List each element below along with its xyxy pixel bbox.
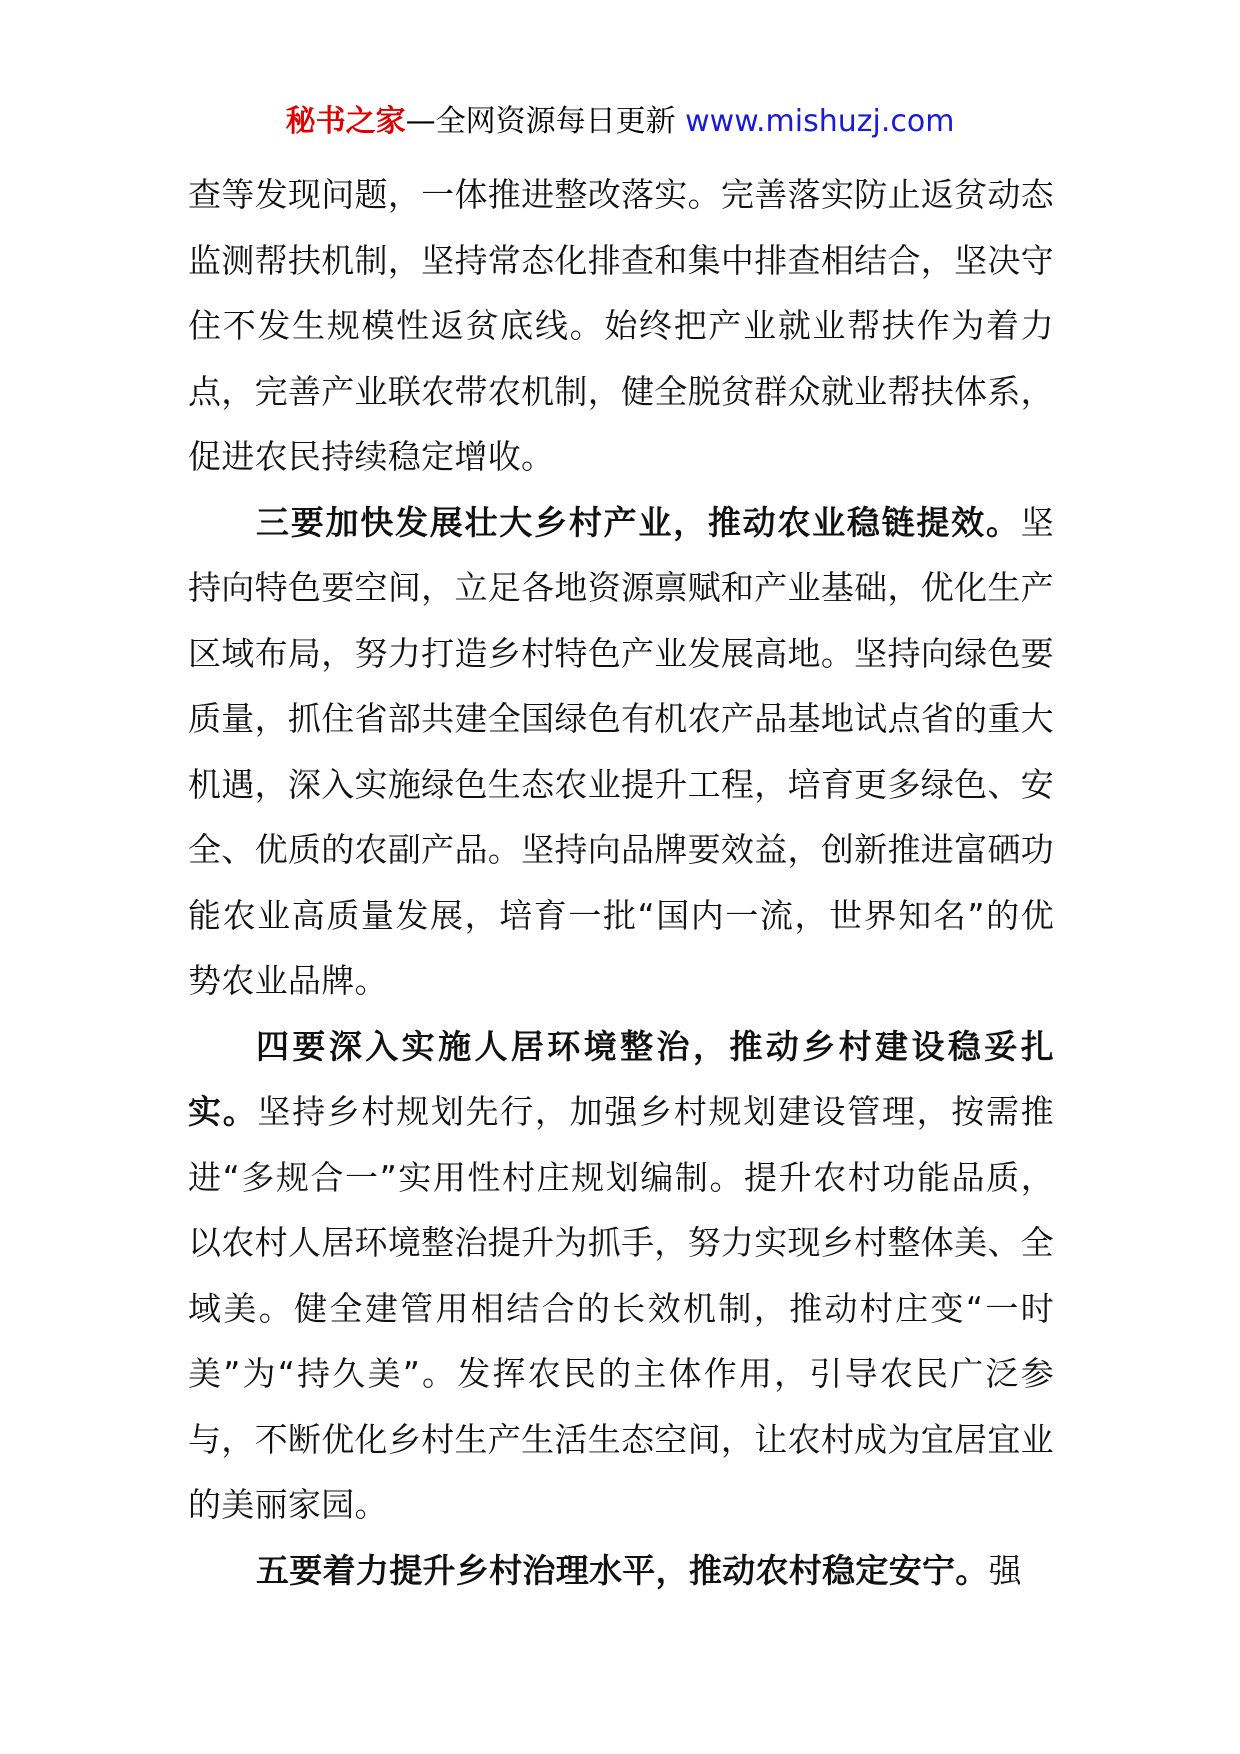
site-slogan: —全网资源每日更新 (405, 104, 686, 139)
paragraph-continuation (188, 162, 1054, 490)
paragraph-body: 坚持乡村规划先行，加强乡村规划建设管理，按需推进“多规合一”实用性村庄规划编制。提升农村功能品质，以农村人居环境整治提升为抓手，努力实现乡村整体美、全域美。健全建管用相结合的长效机制，推动村庄变“一时美”为“持久美”。发挥农民的主体作用，引导农民广泛参与，不断优化乡村生产生活生态空间，让农村成为宜居宜业的美丽家园。 (188, 1092, 1054, 1524)
site-brand: 秘书之家 (285, 104, 406, 139)
site-url-link[interactable]: www.mishuzj.com (685, 104, 955, 139)
paragraph-item-three (188, 490, 1054, 1014)
paragraph-body: 查等发现问题，一体推进整改落实。完善落实防止返贫动态监测帮扶机制，坚持常态化排查和集中排查相结合，坚决守住不发生规模性返贫底线。始终把产业就业帮扶作为着力点，完善产业联农带农机制，健全脱贫群众就业帮扶体系，促进农民持续稳定增收。 (188, 175, 1054, 476)
paragraph-lead: 五要着力提升乡村治理水平，推动农村稳定安宁。 (256, 1550, 989, 1590)
paragraph-body: 强 (988, 1550, 1022, 1590)
paragraph-lead: 三要加快发展壮大乡村产业，推动农业稳链提效。 (256, 502, 1021, 542)
page-header (0, 100, 1240, 144)
document-body (188, 162, 1054, 1603)
paragraph-item-four (188, 1014, 1054, 1538)
paragraph-lead: 四要深入实施人居环境整治，推动乡村建设稳妥扎实。 (188, 1026, 1054, 1131)
paragraph-item-five (188, 1538, 1054, 1604)
paragraph-body: 坚持向特色要空间，立足各地资源禀赋和产业基础，优化生产区域布局，努力打造乡村特色产业发展高地。坚持向绿色要质量，抓住省部共建全国绿色有机农产品基地试点省的重大机遇，深入实施绿色生态农业提升工程，培育更多绿色、安全、优质的农副产品。坚持向品牌要效益，创新推进富硒功能农业高质量发展，培育一批“国内一流，世界知名”的优势农业品牌。 (188, 502, 1054, 1000)
